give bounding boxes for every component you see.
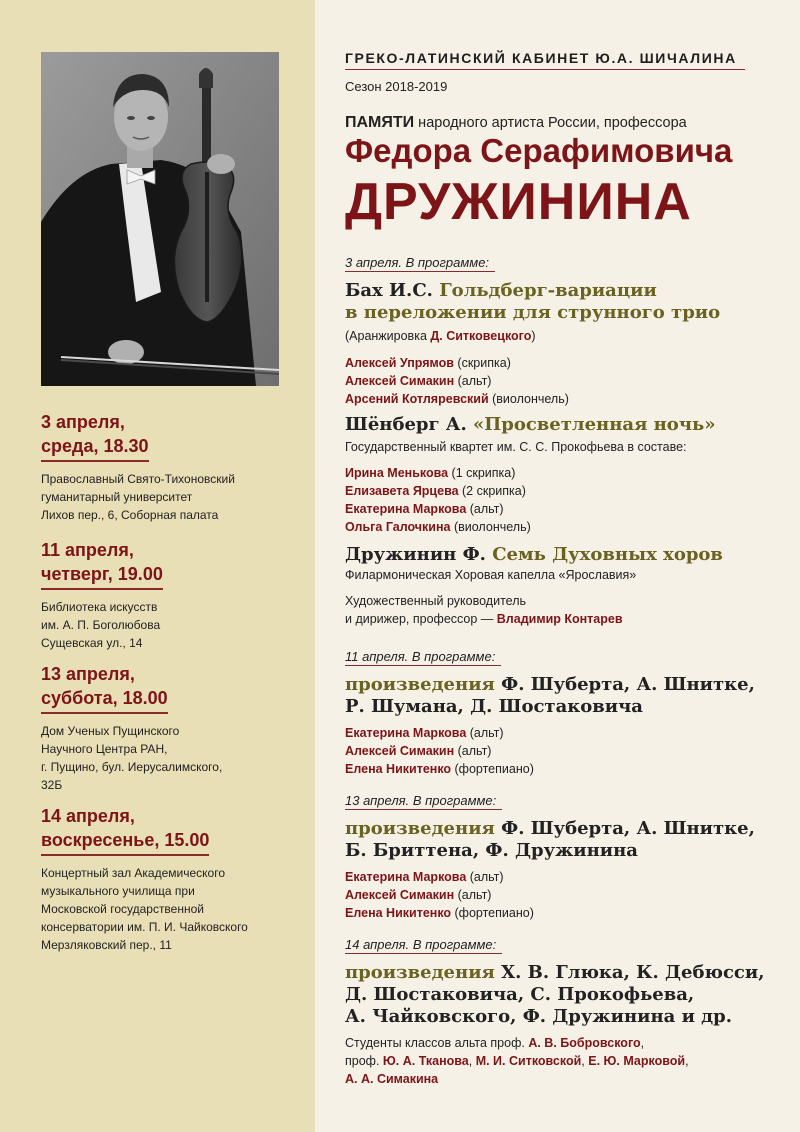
event-1 [41, 410, 235, 524]
program-label: 14 апреля. В программе: [345, 937, 502, 954]
performers [345, 724, 755, 778]
event-venue: Православный Свято-Тихоновский гуманитарный университет Лихов пер., 6, Соборная палата [41, 472, 235, 522]
program-label: 3 апреля. В программе: [345, 255, 495, 272]
event-date: 13 апреля, суббота, 18.00 [41, 662, 168, 714]
works-line: произведения Ф. Шуберта, А. Шнитке, [345, 818, 755, 839]
program-april-13 [345, 792, 755, 922]
performer: Ольга Галочкина (виолончель) [345, 520, 531, 534]
memorial-line: ПАМЯТИ народного артиста России, профессора [345, 114, 687, 131]
works-line: Р. Шумана, Д. Шостаковича [345, 696, 643, 717]
quartet-line: Государственный квартет им. С. С. Прокофьева в составе: [345, 440, 687, 454]
performer: Алексей Симакин (альт) [345, 374, 492, 388]
performer: Елена Никитенко (фортепиано) [345, 906, 534, 920]
event-2 [41, 538, 163, 652]
trio-performers [345, 354, 723, 408]
violist-portrait-image [41, 52, 279, 386]
event-3 [41, 662, 222, 794]
program-april-3 [345, 254, 723, 628]
work-bach: Бах И.С. Гольдберг-вариации [345, 280, 657, 301]
performer: Елизавета Ярцева (2 скрипка) [345, 484, 526, 498]
event-date: 11 апреля, четверг, 19.00 [41, 538, 163, 590]
event-venue: Дом Ученых Пущинского Научного Центра РАН, г. Пущино, бул. Иерусалимского, 32Б [41, 724, 223, 792]
event-venue: Концертный зал Академического музыкального училища при Московской государственной консерватории им. П. И. Чайковского Мерзляковский пер., 11 [41, 866, 248, 952]
work-druzhinin: Дружинин Ф. Семь Духовных хоров [345, 544, 723, 565]
performer: Алексей Упрямов (скрипка) [345, 356, 511, 370]
event-4 [41, 804, 248, 954]
portrait-photo [41, 52, 279, 386]
event-date: 3 апреля, среда, 18.30 [41, 410, 149, 462]
performer: Ирина Менькова (1 скрипка) [345, 466, 516, 480]
choir: Филармоническая Хоровая капелла «Ярославия» [345, 568, 637, 582]
works-line: произведения Х. В. Глюка, К. Дебюсси, [345, 962, 765, 983]
honoree-surname: ДРУЖИНИНА [345, 173, 692, 231]
program-april-14 [345, 936, 765, 1088]
performer: Екатерина Маркова (альт) [345, 502, 504, 516]
works-line: Б. Бриттена, Ф. Дружинина [345, 840, 638, 861]
performer: Екатерина Маркова (альт) [345, 726, 504, 740]
work-bach-title: в переложении для струнного трио [345, 302, 721, 323]
event-venue: Библиотека искусств им. А. П. Боголюбова Сущевская ул., 14 [41, 600, 161, 650]
program-april-11 [345, 648, 755, 778]
performer: Арсений Котляревский (виолончель) [345, 392, 569, 406]
honoree-name: Федора Серафимовича [345, 132, 733, 169]
work-schoenberg: Шёнберг А. «Просветленная ночь» [345, 414, 716, 435]
works-line: Д. Шостаковича, С. Прокофьева, [345, 984, 695, 1005]
conductor: Художественный руководитель и дирижер, профессор — Владимир Контарев [345, 594, 623, 626]
season: Сезон 2018-2019 [345, 79, 448, 94]
arrangement: (Аранжировка Д. Ситковецкого) [345, 329, 536, 343]
performer: Алексей Симакин (альт) [345, 888, 492, 902]
program-label: 11 апреля. В программе: [345, 649, 501, 666]
performer: Елена Никитенко (фортепиано) [345, 762, 534, 776]
performers [345, 868, 755, 922]
performer: Алексей Симакин (альт) [345, 744, 492, 758]
works-line: А. Чайковского, Ф. Дружинина и др. [345, 1006, 733, 1027]
students: Студенты классов альта проф. А. В. Бобровского, проф. Ю. А. Тканова, М. И. Ситковской, Е. Ю. Марковой, А. А. Симакина [345, 1036, 689, 1086]
quartet-performers [345, 464, 723, 536]
works-line: произведения Ф. Шуберта, А. Шнитке, [345, 674, 755, 695]
performer: Екатерина Маркова (альт) [345, 870, 504, 884]
organizer-title: ГРЕКО-ЛАТИНСКИЙ КАБИНЕТ Ю.А. ШИЧАЛИНА [345, 50, 745, 70]
event-date: 14 апреля, воскресенье, 15.00 [41, 804, 209, 856]
program-label: 13 апреля. В программе: [345, 793, 502, 810]
